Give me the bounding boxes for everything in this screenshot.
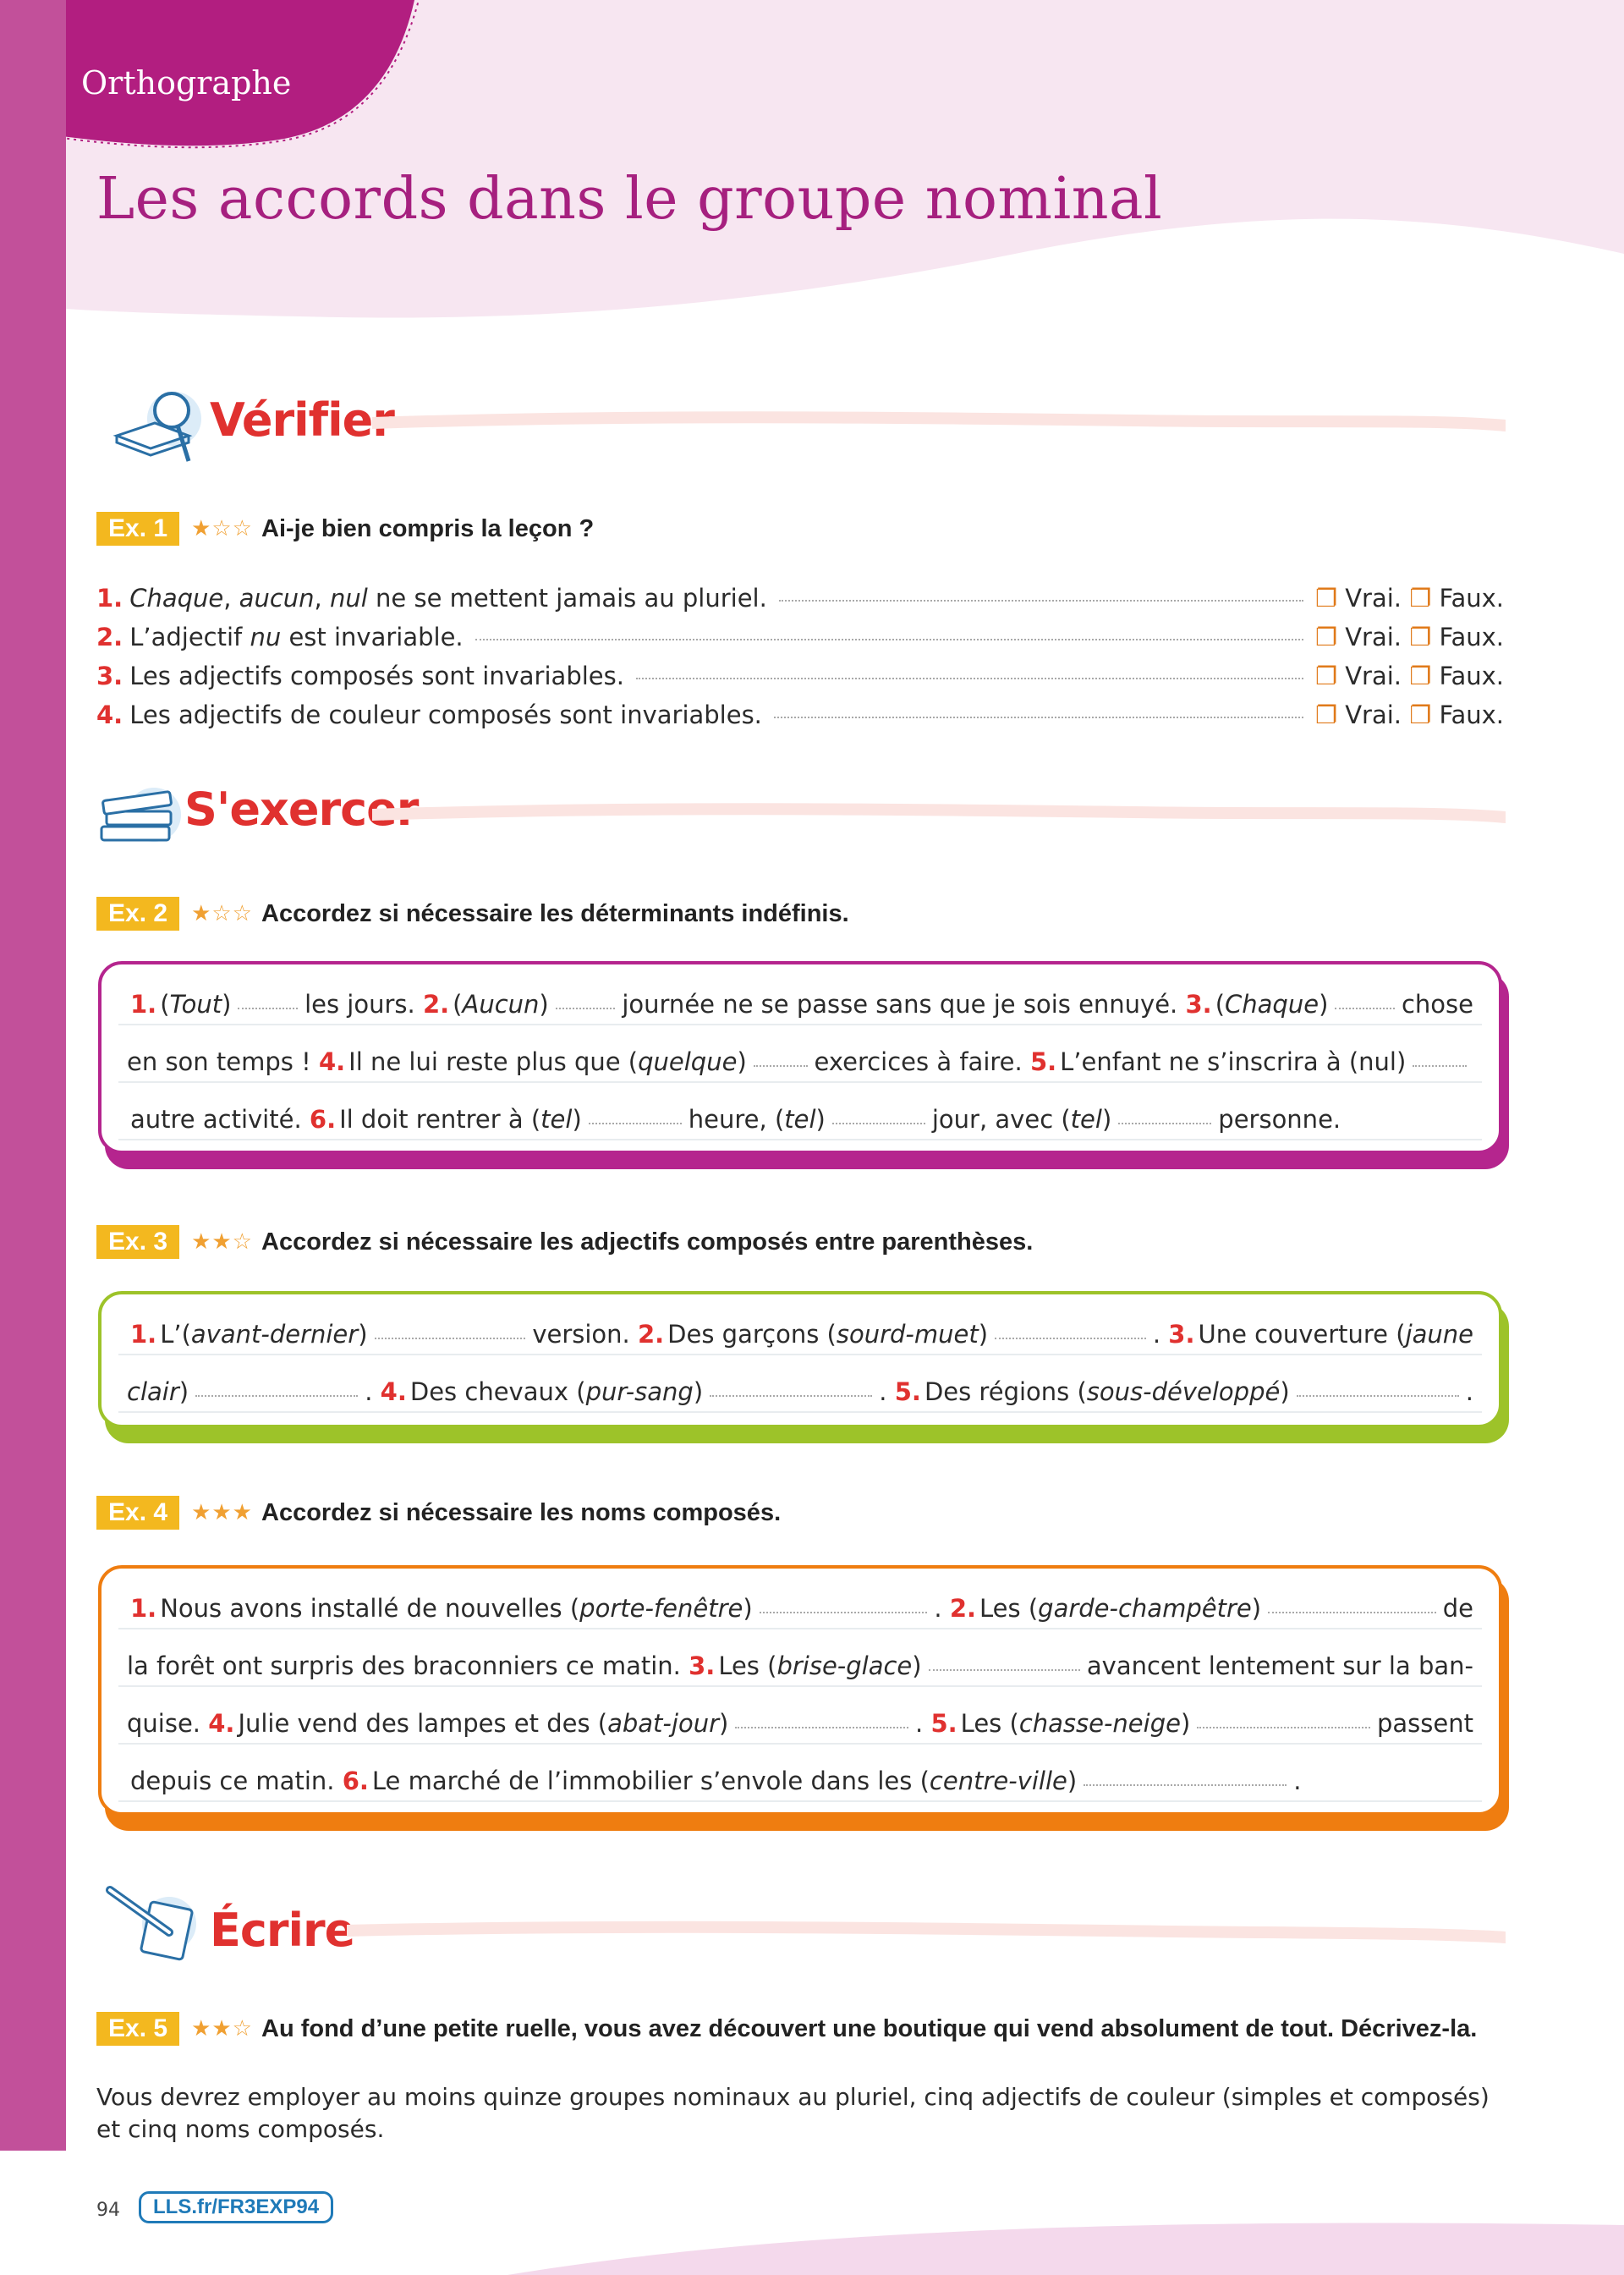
exercise-line: 1. Nous avons installé de nouvelles ( porte-fenêtre ) . 2. Les ( garde-champêtre ) de xyxy=(130,1594,1473,1623)
true-false-list xyxy=(96,584,1504,739)
answer-blank[interactable] xyxy=(1197,1726,1370,1728)
answer-blank[interactable] xyxy=(832,1122,925,1124)
section-label: Orthographe xyxy=(81,64,292,102)
ex5-header xyxy=(96,2012,1477,2046)
checkbox-icon[interactable]: ❐ xyxy=(1409,584,1432,613)
answer-blank[interactable] xyxy=(238,1007,298,1009)
section-heading-exercer: S'exercer xyxy=(184,783,419,836)
magnifier-book-icon xyxy=(108,385,210,470)
dotted-leader xyxy=(774,717,1303,718)
exercise-title: Au fond d’une petite ruelle, vous avez découvert une boutique qui vend absolument de tout. Décrivez-la. xyxy=(261,2014,1478,2042)
difficulty-stars: ★☆☆ xyxy=(191,901,253,926)
exercise-badge: Ex. 2 xyxy=(96,897,179,931)
exercise-title: Accordez si nécessaire les déterminants indéfinis. xyxy=(261,899,849,927)
difficulty-stars: ★★☆ xyxy=(191,2016,253,2041)
answer-blank[interactable] xyxy=(1084,1783,1287,1786)
exercise-badge: Ex. 4 xyxy=(96,1496,179,1530)
pencil-notepad-icon xyxy=(103,1880,205,1965)
section-divider xyxy=(372,410,1506,436)
answer-blank[interactable] xyxy=(995,1337,1146,1339)
dotted-leader xyxy=(636,678,1303,679)
answer-blank[interactable] xyxy=(760,1611,928,1613)
answer-blank[interactable] xyxy=(375,1337,526,1339)
vrai-faux-choice[interactable]: ❐ Vrai. ❐ Faux. xyxy=(1314,623,1504,651)
exercise-badge: Ex. 3 xyxy=(96,1225,179,1259)
ex3-header xyxy=(96,1225,1033,1259)
list-item xyxy=(96,584,1504,623)
checkbox-icon[interactable]: ❐ xyxy=(1314,584,1337,613)
item-number: 3. xyxy=(96,662,123,690)
ex1-header xyxy=(96,512,594,546)
list-item xyxy=(96,701,1504,739)
difficulty-stars: ★★★ xyxy=(191,1500,253,1525)
checkbox-icon[interactable]: ❐ xyxy=(1314,623,1337,651)
page-title: Les accords dans le groupe nominal xyxy=(96,166,1163,233)
answer-blank[interactable] xyxy=(929,1668,1080,1671)
checkbox-icon[interactable]: ❐ xyxy=(1409,623,1432,651)
ex4-header xyxy=(96,1496,781,1530)
ex2-header xyxy=(96,897,849,931)
exercise-box xyxy=(98,1291,1502,1428)
exercise-line: autre activité. 6. Il doit rentrer à ( tel ) heure, ( tel ) jour, avec ( tel ) personne. xyxy=(130,1105,1341,1134)
exercise-line: clair ) . 4. Des chevaux ( pur-sang ) . 5. Des régions ( sous-développé ) . xyxy=(127,1377,1474,1406)
exercise-instructions: Vous devrez employer au moins quinze groupes nominaux au pluriel, cinq adjectifs de couleur (simples et composés) et cinq noms composés. xyxy=(96,2083,1490,2143)
exercise-line: la forêt ont surpris des braconniers ce matin. 3. Les ( brise-glace ) avancent lentement sur la ban- xyxy=(127,1651,1473,1680)
dotted-leader xyxy=(475,639,1303,640)
exercise-line: 1. L’( avant-dernier ) version. 2. Des garçons ( sourd-muet ) . 3. Une couverture ( jaune xyxy=(130,1320,1473,1349)
exercise-title: Accordez si nécessaire les adjectifs composés entre parenthèses. xyxy=(261,1228,1034,1256)
answer-blank[interactable] xyxy=(1413,1064,1467,1067)
section-divider xyxy=(372,802,1506,827)
vrai-faux-choice[interactable]: ❐ Vrai. ❐ Faux. xyxy=(1314,662,1504,690)
exercise-line: en son temps ! 4. Il ne lui reste plus que ( quelque ) exercices à faire. 5. L’enfant ne s’inscrira à (nul) xyxy=(127,1047,1473,1076)
dotted-leader xyxy=(779,600,1303,602)
answer-blank[interactable] xyxy=(1297,1394,1459,1397)
checkbox-icon[interactable]: ❐ xyxy=(1409,701,1432,729)
exercise-box xyxy=(98,961,1502,1154)
item-text: Les adjectifs composés sont invariables. xyxy=(129,662,624,690)
checkbox-icon[interactable]: ❐ xyxy=(1409,662,1432,690)
item-text: L’adjectif nu est invariable. xyxy=(129,623,464,651)
exercise-line: quise. 4. Julie vend des lampes et des ( abat-jour ) . 5. Les ( chasse-neige ) passent xyxy=(127,1709,1473,1738)
difficulty-stars: ★☆☆ xyxy=(191,516,253,541)
answer-blank[interactable] xyxy=(1268,1611,1436,1613)
answer-blank[interactable] xyxy=(195,1394,358,1397)
answer-blank[interactable] xyxy=(1118,1122,1211,1124)
exercise-line: depuis ce matin. 6. Le marché de l’immobilier s’envole dans les ( centre-ville ) . xyxy=(130,1767,1302,1795)
exercise-box xyxy=(98,1565,1502,1816)
page-number: 94 xyxy=(96,2200,120,2221)
answer-blank[interactable] xyxy=(754,1064,808,1067)
exercise-badge: Ex. 1 xyxy=(96,512,179,546)
answer-blank[interactable] xyxy=(1335,1007,1395,1009)
item-number: 4. xyxy=(96,701,123,729)
vrai-faux-choice[interactable]: ❐ Vrai. ❐ Faux. xyxy=(1314,584,1504,613)
exercise-title: Accordez si nécessaire les noms composés. xyxy=(261,1498,782,1526)
exercise-badge: Ex. 5 xyxy=(96,2012,179,2046)
difficulty-stars: ★★☆ xyxy=(191,1229,253,1255)
item-text: Chaque, aucun, nul ne se mettent jamais au pluriel. xyxy=(129,584,767,613)
answer-blank[interactable] xyxy=(710,1394,872,1397)
item-number: 1. xyxy=(96,584,123,613)
checkbox-icon[interactable]: ❐ xyxy=(1314,662,1337,690)
section-heading-ecrire: Écrire xyxy=(210,1904,355,1957)
section-heading-verifier: Vérifier xyxy=(210,393,394,447)
exercise-line: 1. ( Tout ) les jours. 2. ( Aucun ) journée ne se passe sans que je sois ennuyé. 3. ( Chaque ) chose xyxy=(130,990,1474,1019)
answer-blank[interactable] xyxy=(589,1122,682,1124)
item-number: 2. xyxy=(96,623,123,651)
books-icon xyxy=(95,774,188,850)
answer-blank[interactable] xyxy=(556,1007,616,1009)
list-item xyxy=(96,623,1504,662)
checkbox-icon[interactable]: ❐ xyxy=(1314,701,1337,729)
side-bar xyxy=(0,0,66,2151)
section-divider xyxy=(347,1921,1506,1946)
item-text: Les adjectifs de couleur composés sont invariables. xyxy=(129,701,762,729)
exercise-title: Ai-je bien compris la leçon ? xyxy=(261,514,595,542)
answer-blank[interactable] xyxy=(735,1726,908,1728)
vrai-faux-choice[interactable]: ❐ Vrai. ❐ Faux. xyxy=(1314,701,1504,729)
list-item xyxy=(96,662,1504,701)
resource-link[interactable]: LLS.fr/FR3EXP94 xyxy=(139,2191,333,2223)
